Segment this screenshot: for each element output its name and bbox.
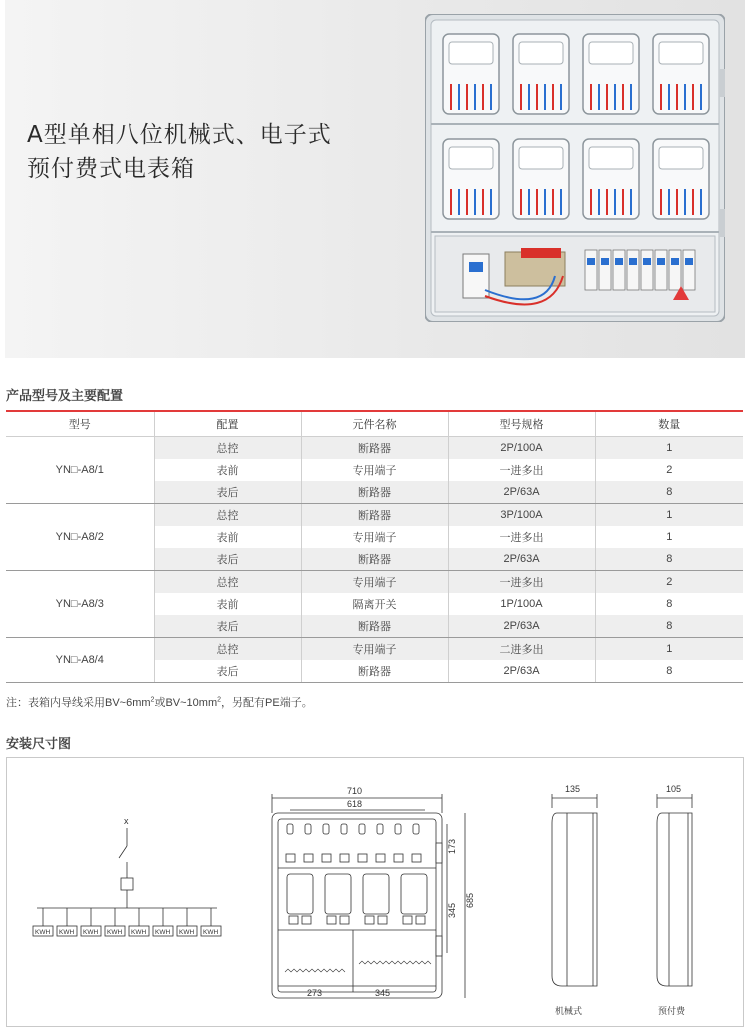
- meter-display: [589, 147, 633, 169]
- meter-outline: [363, 874, 389, 914]
- table-row: [6, 571, 743, 594]
- breaker: [669, 250, 681, 290]
- terminal-mark: [365, 916, 374, 924]
- config-cell: 表前: [154, 593, 301, 615]
- install-section-title: 安装尺寸图: [6, 736, 72, 751]
- kwh-label: KWH: [83, 929, 99, 936]
- spec-cell: 2P/63A: [448, 481, 595, 504]
- product-photo: [425, 14, 725, 322]
- dim-345-v: 345: [447, 902, 457, 918]
- dim-105: 105: [666, 784, 682, 794]
- meter-display: [449, 42, 493, 64]
- config-cell: 表前: [154, 526, 301, 548]
- note-mid: 或BV~10mm: [154, 697, 218, 709]
- kwh-label: KWH: [35, 929, 51, 936]
- meter-outline: [325, 874, 351, 914]
- front-view: [272, 786, 475, 998]
- config-cell: 表后: [154, 615, 301, 638]
- terminal-mark: [289, 916, 298, 924]
- install-drawing: [6, 757, 744, 1027]
- meter-display: [519, 147, 563, 169]
- header-spec: 型号规格: [448, 411, 595, 437]
- meter-outline: [401, 874, 427, 914]
- product-title-line2: 预付费式电表箱: [27, 156, 195, 182]
- breaker-handle: [629, 258, 637, 265]
- breaker: [585, 250, 597, 290]
- spec-cell: 一进多出: [448, 571, 595, 594]
- spec-cell: 二进多出: [448, 638, 595, 661]
- header-qty: 数量: [595, 411, 743, 437]
- qty-cell: 8: [595, 660, 743, 683]
- model-cell: YN□-A8/3: [6, 571, 154, 638]
- config-cell: 总控: [154, 504, 301, 527]
- model-cell: YN□-A8/2: [6, 504, 154, 571]
- dim-173: 173: [447, 838, 457, 854]
- table-row: [6, 504, 743, 527]
- component-cell: 专用端子: [301, 571, 448, 594]
- side-view-prepaid: [657, 784, 692, 1016]
- side-view-mechanical: [552, 784, 597, 1016]
- hero-banner: [5, 0, 745, 358]
- spec-cell: 2P/63A: [448, 615, 595, 638]
- config-cell: 总控: [154, 638, 301, 661]
- terminal-mark: [286, 854, 295, 862]
- mount-slot: [395, 824, 401, 834]
- meter-display: [659, 42, 703, 64]
- config-cell: 表前: [154, 459, 301, 481]
- header-model: 型号: [6, 411, 154, 437]
- breaker: [683, 250, 695, 290]
- model-cell: YN□-A8/4: [6, 638, 154, 683]
- table-row: [6, 638, 743, 661]
- terminal-mark: [340, 916, 349, 924]
- breaker: [613, 250, 625, 290]
- note-prefix: 注：表箱内导线采用BV~6mm: [6, 697, 151, 709]
- breaker: [641, 250, 653, 290]
- kwh-label: KWH: [203, 929, 219, 936]
- config-cell: 表后: [154, 481, 301, 504]
- component-cell: 专用端子: [301, 638, 448, 661]
- mount-slot: [359, 824, 365, 834]
- spec-table-header: [6, 411, 743, 437]
- qty-cell: 8: [595, 593, 743, 615]
- wiring-schematic: [33, 816, 221, 936]
- product-title: [27, 118, 332, 186]
- breaker-handle: [643, 258, 651, 265]
- spec-cell: 2P/63A: [448, 548, 595, 571]
- kwh-label: KWH: [107, 929, 123, 936]
- qty-cell: 1: [595, 638, 743, 661]
- kwh-label: KWH: [131, 929, 147, 936]
- terminal-mark: [327, 916, 336, 924]
- breaker-handle: [685, 258, 693, 265]
- kwh-label: KWH: [179, 929, 195, 936]
- terminal-mark: [322, 854, 331, 862]
- dim-135: 135: [565, 784, 581, 794]
- dim-273: 273: [307, 988, 323, 998]
- spec-cell: 3P/100A: [448, 504, 595, 527]
- label-mechanical: 机械式: [555, 1006, 583, 1016]
- config-cell: 总控: [154, 437, 301, 460]
- mount-slot: [305, 824, 311, 834]
- meter-outline: [287, 874, 313, 914]
- component-cell: 断路器: [301, 437, 448, 460]
- dim-618: 618: [347, 799, 363, 809]
- breaker: [655, 250, 667, 290]
- terminal-mark: [403, 916, 412, 924]
- terminal-mark: [378, 916, 387, 924]
- qty-cell: 2: [595, 571, 743, 594]
- wiring-note: [6, 694, 313, 710]
- config-cell: 表后: [154, 660, 301, 683]
- header-component: 元件名称: [301, 411, 448, 437]
- terminal-mark: [376, 854, 385, 862]
- qty-cell: 1: [595, 504, 743, 527]
- switch-label: x: [124, 816, 129, 826]
- breaker: [627, 250, 639, 290]
- breaker-handle: [601, 258, 609, 265]
- config-cell: 总控: [154, 571, 301, 594]
- component-cell: 专用端子: [301, 459, 448, 481]
- terminal-mark: [340, 854, 349, 862]
- component-cell: 专用端子: [301, 526, 448, 548]
- breaker-handle: [615, 258, 623, 265]
- breaker-handle: [671, 258, 679, 265]
- component-cell: 断路器: [301, 481, 448, 504]
- meter-display: [519, 42, 563, 64]
- kwh-label: KWH: [155, 929, 171, 936]
- breaker-handle: [657, 258, 665, 265]
- model-cell: YN□-A8/1: [6, 437, 154, 504]
- qty-cell: 8: [595, 548, 743, 571]
- header-config: 配置: [154, 411, 301, 437]
- qty-cell: 8: [595, 481, 743, 504]
- config-cell: 表后: [154, 548, 301, 571]
- terminal-mark: [416, 916, 425, 924]
- component-cell: 断路器: [301, 660, 448, 683]
- breaker-handle: [587, 258, 595, 265]
- mount-slot: [413, 824, 419, 834]
- label-prepaid: 预付费: [658, 1006, 686, 1016]
- meter-display: [659, 147, 703, 169]
- terminal-mark: [394, 854, 403, 862]
- table-row: [6, 437, 743, 460]
- qty-cell: 2: [595, 459, 743, 481]
- dim-685: 685: [465, 892, 475, 908]
- component-cell: 断路器: [301, 548, 448, 571]
- spec-section-title: 产品型号及主要配置: [6, 388, 124, 403]
- spec-cell: 2P/100A: [448, 437, 595, 460]
- mount-slot: [341, 824, 347, 834]
- mount-slot: [377, 824, 383, 834]
- qty-cell: 1: [595, 526, 743, 548]
- kwh-label: KWH: [59, 929, 75, 936]
- dim-345-h: 345: [375, 988, 391, 998]
- dim-710: 710: [347, 786, 363, 796]
- spec-cell: 一进多出: [448, 526, 595, 548]
- component-cell: 隔离开关: [301, 593, 448, 615]
- spec-table: [6, 410, 743, 683]
- note-sup-2: 2: [217, 696, 222, 704]
- mount-slot: [287, 824, 293, 834]
- mount-slot: [323, 824, 329, 834]
- qty-cell: 8: [595, 615, 743, 638]
- breaker: [599, 250, 611, 290]
- spec-cell: 1P/100A: [448, 593, 595, 615]
- product-title-line1: A型单相八位机械式、电子式: [27, 122, 332, 148]
- terminal-mark: [358, 854, 367, 862]
- terminal-mark: [304, 854, 313, 862]
- component-cell: 断路器: [301, 504, 448, 527]
- spec-cell: 2P/63A: [448, 660, 595, 683]
- terminal-mark: [302, 916, 311, 924]
- qty-cell: 1: [595, 437, 743, 460]
- component-cell: 断路器: [301, 615, 448, 638]
- terminal-mark: [412, 854, 421, 862]
- meter-display: [449, 147, 493, 169]
- note-suffix: ，另配有PE端子。: [221, 697, 313, 709]
- spec-cell: 一进多出: [448, 459, 595, 481]
- note-sup-1: 2: [150, 696, 155, 704]
- meter-display: [589, 42, 633, 64]
